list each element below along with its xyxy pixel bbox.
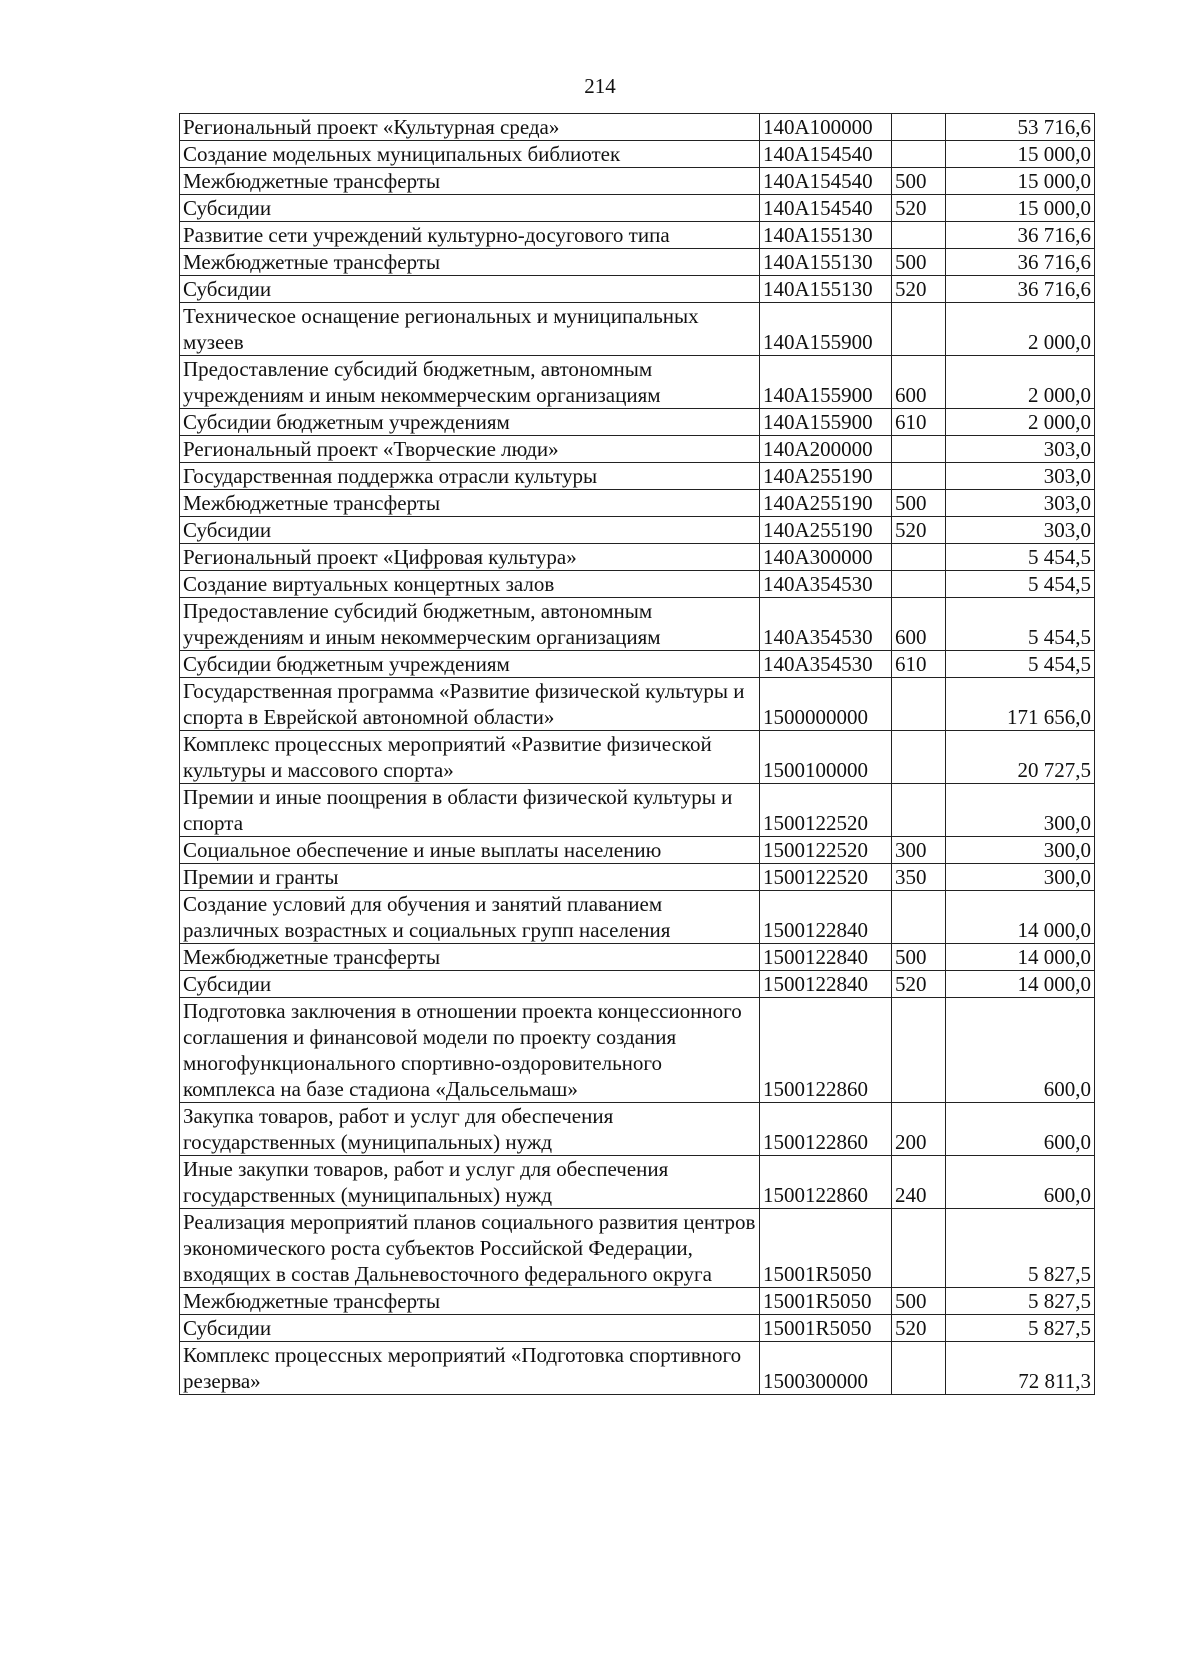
amount-cell: 14 000,0: [946, 944, 1095, 971]
table-row: [180, 276, 1095, 303]
amount-cell: 72 811,3: [946, 1342, 1095, 1395]
table-row: [180, 971, 1095, 998]
expense-type-code-cell: [892, 731, 946, 784]
target-article-code-cell: 1500122520: [760, 784, 892, 837]
table-row: [180, 463, 1095, 490]
expense-name-cell: Государственная программа «Развитие физической культуры и спорта в Еврейской автономной области»: [180, 678, 760, 731]
expense-name-cell: Субсидии: [180, 276, 760, 303]
table-row: [180, 356, 1095, 409]
target-article-code-cell: 1500100000: [760, 731, 892, 784]
table-row: [180, 409, 1095, 436]
expense-name-cell: Межбюджетные трансферты: [180, 490, 760, 517]
expense-type-code-cell: [892, 222, 946, 249]
target-article-code-cell: 1500122520: [760, 837, 892, 864]
amount-cell: 300,0: [946, 864, 1095, 891]
expense-name-cell: Межбюджетные трансферты: [180, 168, 760, 195]
expense-type-code-cell: 240: [892, 1156, 946, 1209]
target-article-code-cell: 1500122860: [760, 1156, 892, 1209]
expense-type-code-cell: [892, 114, 946, 141]
amount-cell: 5 454,5: [946, 544, 1095, 571]
amount-cell: 5 827,5: [946, 1315, 1095, 1342]
target-article-code-cell: 140А255190: [760, 517, 892, 544]
expense-name-cell: Создание модельных муниципальных библиотек: [180, 141, 760, 168]
amount-cell: 5 827,5: [946, 1288, 1095, 1315]
target-article-code-cell: 1500122860: [760, 1103, 892, 1156]
table-row: [180, 1288, 1095, 1315]
table-row: [180, 1342, 1095, 1395]
expense-type-code-cell: 520: [892, 517, 946, 544]
expense-name-cell: Комплекс процессных мероприятий «Развитие физической культуры и массового спорта»: [180, 731, 760, 784]
expense-name-cell: Техническое оснащение региональных и муниципальных музеев: [180, 303, 760, 356]
target-article-code-cell: 140А155130: [760, 249, 892, 276]
expense-name-cell: Создание виртуальных концертных залов: [180, 571, 760, 598]
expense-type-code-cell: [892, 544, 946, 571]
amount-cell: 303,0: [946, 463, 1095, 490]
expense-name-cell: Межбюджетные трансферты: [180, 1288, 760, 1315]
table-row: [180, 141, 1095, 168]
table-row: [180, 731, 1095, 784]
table-row: [180, 571, 1095, 598]
amount-cell: 303,0: [946, 517, 1095, 544]
amount-cell: 15 000,0: [946, 141, 1095, 168]
table-row: [180, 1103, 1095, 1156]
table-row: [180, 598, 1095, 651]
target-article-code-cell: 140А155900: [760, 409, 892, 436]
expense-type-code-cell: 300: [892, 837, 946, 864]
target-article-code-cell: 140А255190: [760, 463, 892, 490]
amount-cell: 5 454,5: [946, 651, 1095, 678]
expense-type-code-cell: [892, 784, 946, 837]
target-article-code-cell: 140А154540: [760, 141, 892, 168]
expense-type-code-cell: [892, 141, 946, 168]
amount-cell: 171 656,0: [946, 678, 1095, 731]
expense-type-code-cell: [892, 463, 946, 490]
target-article-code-cell: 1500122840: [760, 971, 892, 998]
amount-cell: 300,0: [946, 784, 1095, 837]
target-article-code-cell: 140А154540: [760, 195, 892, 222]
expense-type-code-cell: 610: [892, 651, 946, 678]
amount-cell: 36 716,6: [946, 276, 1095, 303]
amount-cell: 600,0: [946, 1103, 1095, 1156]
amount-cell: 5 827,5: [946, 1209, 1095, 1288]
table-row: [180, 784, 1095, 837]
expense-type-code-cell: 600: [892, 356, 946, 409]
expense-type-code-cell: [892, 571, 946, 598]
expense-type-code-cell: 610: [892, 409, 946, 436]
target-article-code-cell: 140А300000: [760, 544, 892, 571]
target-article-code-cell: 140А200000: [760, 436, 892, 463]
expense-type-code-cell: [892, 1342, 946, 1395]
target-article-code-cell: 15001R5050: [760, 1288, 892, 1315]
expense-name-cell: Предоставление субсидий бюджетным, автономным учреждениям и иным некоммерческим организациям: [180, 356, 760, 409]
amount-cell: 2 000,0: [946, 409, 1095, 436]
expense-name-cell: Развитие сети учреждений культурно-досугового типа: [180, 222, 760, 249]
table-row: [180, 891, 1095, 944]
table-row: [180, 864, 1095, 891]
table-row: [180, 1315, 1095, 1342]
table-row: [180, 944, 1095, 971]
target-article-code-cell: 140А100000: [760, 114, 892, 141]
expense-name-cell: Субсидии: [180, 971, 760, 998]
expense-type-code-cell: [892, 891, 946, 944]
expense-name-cell: Иные закупки товаров, работ и услуг для обеспечения государственных (муниципальных) нужд: [180, 1156, 760, 1209]
expense-name-cell: Реализация мероприятий планов социального развития центров экономического роста субъектов Российской Федерации, входящих в состав Дальневосточного федерального округа: [180, 1209, 760, 1288]
table-row: [180, 651, 1095, 678]
expense-type-code-cell: 500: [892, 249, 946, 276]
expense-name-cell: Комплекс процессных мероприятий «Подготовка спортивного резерва»: [180, 1342, 760, 1395]
expense-name-cell: Субсидии бюджетным учреждениям: [180, 651, 760, 678]
expense-name-cell: Субсидии: [180, 195, 760, 222]
amount-cell: 600,0: [946, 998, 1095, 1103]
amount-cell: 36 716,6: [946, 249, 1095, 276]
amount-cell: 2 000,0: [946, 356, 1095, 409]
expense-type-code-cell: 500: [892, 1288, 946, 1315]
expense-type-code-cell: 500: [892, 490, 946, 517]
target-article-code-cell: 1500122840: [760, 944, 892, 971]
amount-cell: 36 716,6: [946, 222, 1095, 249]
target-article-code-cell: 1500122520: [760, 864, 892, 891]
table-row: [180, 544, 1095, 571]
expense-name-cell: Предоставление субсидий бюджетным, автономным учреждениям и иным некоммерческим организациям: [180, 598, 760, 651]
table-row: [180, 249, 1095, 276]
expense-name-cell: Премии и гранты: [180, 864, 760, 891]
expense-type-code-cell: [892, 1209, 946, 1288]
amount-cell: 53 716,6: [946, 114, 1095, 141]
table-row: [180, 436, 1095, 463]
amount-cell: 20 727,5: [946, 731, 1095, 784]
target-article-code-cell: 1500122840: [760, 891, 892, 944]
expense-type-code-cell: [892, 303, 946, 356]
amount-cell: 15 000,0: [946, 195, 1095, 222]
target-article-code-cell: 140А155900: [760, 303, 892, 356]
table-row: [180, 114, 1095, 141]
expense-type-code-cell: 520: [892, 195, 946, 222]
expense-name-cell: Субсидии бюджетным учреждениям: [180, 409, 760, 436]
target-article-code-cell: 140А155130: [760, 276, 892, 303]
expense-name-cell: Субсидии: [180, 517, 760, 544]
amount-cell: 15 000,0: [946, 168, 1095, 195]
target-article-code-cell: 1500122860: [760, 998, 892, 1103]
expense-type-code-cell: 600: [892, 598, 946, 651]
table-row: [180, 303, 1095, 356]
expense-type-code-cell: 500: [892, 944, 946, 971]
expense-type-code-cell: [892, 998, 946, 1103]
target-article-code-cell: 1500000000: [760, 678, 892, 731]
expense-type-code-cell: [892, 436, 946, 463]
expense-name-cell: Региональный проект «Творческие люди»: [180, 436, 760, 463]
expense-name-cell: Подготовка заключения в отношении проекта концессионного соглашения и финансовой модели по проекту создания многофункционального спортивно-оздоровительного комплекса на базе стадиона «Дальсельмаш»: [180, 998, 760, 1103]
table-row: [180, 222, 1095, 249]
expense-type-code-cell: 200: [892, 1103, 946, 1156]
expense-name-cell: Государственная поддержка отрасли культуры: [180, 463, 760, 490]
table-row: [180, 1156, 1095, 1209]
expense-name-cell: Социальное обеспечение и иные выплаты населению: [180, 837, 760, 864]
target-article-code-cell: 140А154540: [760, 168, 892, 195]
table-row: [180, 490, 1095, 517]
expense-name-cell: Межбюджетные трансферты: [180, 944, 760, 971]
expense-name-cell: Региональный проект «Культурная среда»: [180, 114, 760, 141]
expense-name-cell: Премии и иные поощрения в области физической культуры и спорта: [180, 784, 760, 837]
expense-type-code-cell: 350: [892, 864, 946, 891]
table-row: [180, 998, 1095, 1103]
table-row: [180, 1209, 1095, 1288]
expense-type-code-cell: 520: [892, 276, 946, 303]
amount-cell: 2 000,0: [946, 303, 1095, 356]
table-row: [180, 195, 1095, 222]
expense-name-cell: Закупка товаров, работ и услуг для обеспечения государственных (муниципальных) нужд: [180, 1103, 760, 1156]
table-row: [180, 837, 1095, 864]
budget-table: [179, 113, 1095, 1395]
amount-cell: 303,0: [946, 436, 1095, 463]
target-article-code-cell: 1500300000: [760, 1342, 892, 1395]
amount-cell: 303,0: [946, 490, 1095, 517]
target-article-code-cell: 140А255190: [760, 490, 892, 517]
expense-type-code-cell: 520: [892, 1315, 946, 1342]
target-article-code-cell: 140А155130: [760, 222, 892, 249]
expense-name-cell: Создание условий для обучения и занятий плаванием различных возрастных и социальных групп населения: [180, 891, 760, 944]
expense-type-code-cell: 500: [892, 168, 946, 195]
target-article-code-cell: 140А155900: [760, 356, 892, 409]
table-row: [180, 517, 1095, 544]
expense-type-code-cell: 520: [892, 971, 946, 998]
target-article-code-cell: 140А354530: [760, 598, 892, 651]
page-number: 214: [584, 74, 616, 98]
amount-cell: 300,0: [946, 837, 1095, 864]
expense-type-code-cell: [892, 678, 946, 731]
expense-name-cell: Субсидии: [180, 1315, 760, 1342]
amount-cell: 600,0: [946, 1156, 1095, 1209]
target-article-code-cell: 15001R5050: [760, 1209, 892, 1288]
target-article-code-cell: 140А354530: [760, 651, 892, 678]
amount-cell: 14 000,0: [946, 971, 1095, 998]
budget-table-body: [180, 114, 1095, 1395]
target-article-code-cell: 15001R5050: [760, 1315, 892, 1342]
expense-name-cell: Межбюджетные трансферты: [180, 249, 760, 276]
expense-name-cell: Региональный проект «Цифровая культура»: [180, 544, 760, 571]
amount-cell: 5 454,5: [946, 598, 1095, 651]
amount-cell: 14 000,0: [946, 891, 1095, 944]
table-row: [180, 168, 1095, 195]
target-article-code-cell: 140А354530: [760, 571, 892, 598]
amount-cell: 5 454,5: [946, 571, 1095, 598]
table-row: [180, 678, 1095, 731]
